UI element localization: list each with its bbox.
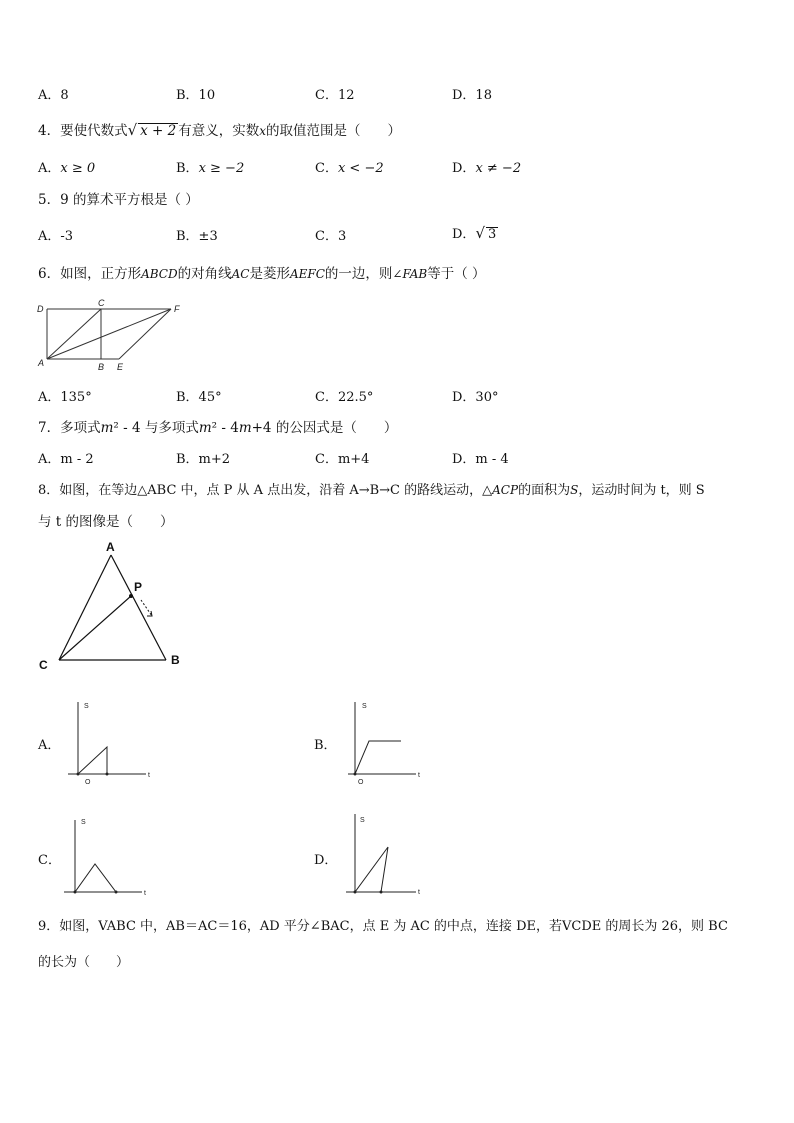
label-c: C — [39, 658, 48, 672]
q5-stem: 5．9 的算术平方根是（ ） — [38, 192, 199, 208]
q7-option-d: D．m - 4 — [452, 452, 509, 467]
q8-option-a: A． — [38, 738, 61, 753]
q6-stem: 6．如图，正方形ABCD的对角线AC是菱形AEFC的一边，则∠FAB等于（ ） — [38, 266, 486, 282]
graph-a — [66, 696, 162, 786]
q8-option-b: B． — [314, 738, 337, 753]
q4-option-b: B．x ≥ −2 — [176, 161, 245, 176]
label-b: B — [98, 362, 105, 372]
q3-option-b: B．10 — [176, 88, 216, 103]
q5-option-b: B．±3 — [176, 229, 218, 244]
point-p — [129, 594, 133, 598]
svg-text:S: S — [81, 819, 86, 826]
label-a: A — [38, 358, 45, 368]
label-c: C — [98, 298, 105, 308]
q8-stem-line1: 8．如图，在等边△ABC 中，点 P 从 A 点出发，沿着 A→B→C 的路线运动，△ACP的面积为S，运动时间为 t，则 S — [38, 483, 705, 498]
svg-text:S: S — [360, 817, 365, 824]
graph-c — [62, 810, 162, 902]
q7-option-c: C．m+4 — [315, 452, 370, 467]
q7-stem: 7．多项式m² - 4 与多项式m² - 4m+4 的公因式是（ ） — [38, 420, 398, 436]
q4-option-a: A．x ≥ 0 — [38, 161, 96, 176]
label-e: E — [117, 362, 124, 372]
q4-stem — [38, 119, 401, 139]
q4-radicand: x + 2 — [140, 123, 177, 139]
q8-option-d: D． — [314, 853, 338, 868]
graph-b — [346, 696, 442, 786]
svg-text:t: t — [418, 889, 420, 896]
q4-prefix: 4．要使代数式 — [38, 123, 128, 139]
q7-option-a: A．m - 2 — [38, 452, 94, 467]
q5-option-c: C．3 — [315, 229, 347, 244]
q7-option-b: B．m+2 — [176, 452, 231, 467]
square-rhombus-figure — [30, 296, 190, 374]
q8-option-c: C． — [38, 853, 61, 868]
svg-text:O: O — [358, 779, 364, 786]
triangle-figure — [30, 536, 200, 676]
q3-option-d: D．18 — [452, 88, 492, 103]
q5-option-d: D．√ 3 — [452, 224, 497, 242]
svg-text:t: t — [148, 772, 150, 779]
q9-stem-line2: 的长为（ ） — [38, 955, 130, 970]
q3-option-c: C．12 — [315, 88, 355, 103]
svg-text:S: S — [84, 703, 89, 710]
q6-option-a: A．135° — [38, 390, 92, 405]
svg-text:S: S — [362, 703, 367, 710]
q9-stem-line1: 9．如图，VABC 中，AB＝AC＝16，AD 平分∠BAC，点 E 为 AC 的中点，连接 DE，若VCDE 的周长为 26，则 BC — [38, 919, 728, 934]
svg-text:t: t — [144, 890, 146, 897]
q4-middle: 有意义，实数 — [178, 123, 260, 139]
q4-option-d: D．x ≠ −2 — [452, 161, 522, 176]
sqrt-symbol: √ — [127, 121, 138, 139]
motion-arrow — [141, 600, 152, 616]
q4-var: x — [259, 124, 267, 138]
label-b: B — [171, 653, 180, 667]
label-f: F — [174, 304, 180, 314]
svg-text:O: O — [85, 779, 91, 786]
q4-option-c: C．x < −2 — [315, 161, 384, 176]
q6-option-d: D．30° — [452, 390, 499, 405]
q6-option-c: C．22.5° — [315, 390, 374, 405]
q3-option-a: A．8 — [38, 88, 69, 103]
label-d: D — [37, 304, 44, 314]
label-a: A — [106, 540, 115, 554]
q6-option-b: B．45° — [176, 390, 222, 405]
q5-option-a: A．-3 — [38, 229, 74, 244]
svg-text:t: t — [418, 772, 420, 779]
q8-stem-line2: 与 t 的图像是（ ） — [38, 514, 174, 530]
label-p: P — [134, 580, 143, 594]
graph-d — [340, 810, 436, 902]
q4-suffix: 的取值范围是（ ） — [266, 123, 402, 139]
